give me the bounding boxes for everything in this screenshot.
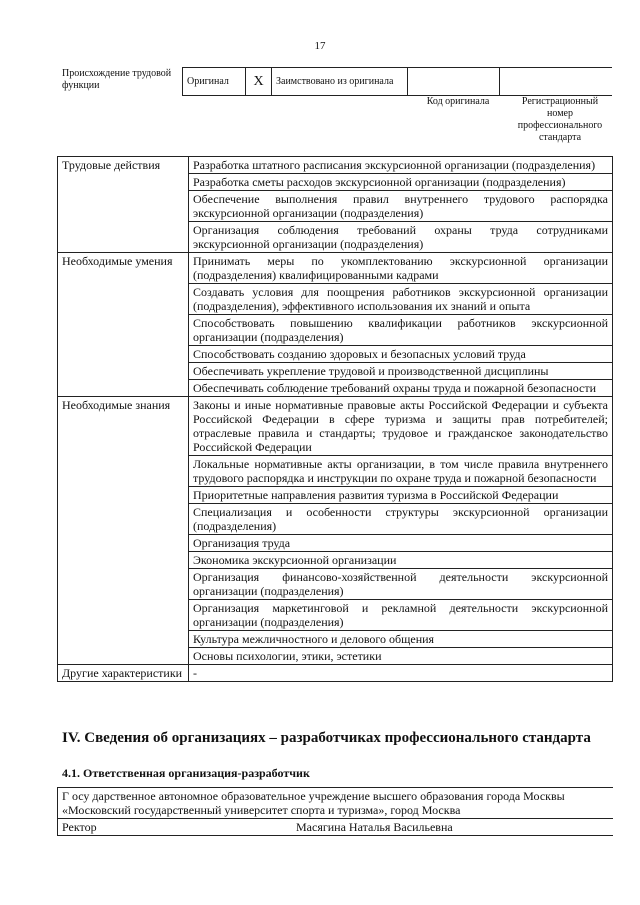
origin-borrowed: Заимствовано из оригинала [272, 68, 408, 95]
required-skills-label: Необходимые умения [58, 253, 189, 397]
required-knowledge-item: Организация финансово-хозяйственной деятельности экскурсионной организации (подразделения) [189, 569, 613, 600]
page-number: 17 [314, 40, 326, 52]
required-skills-item: Принимать меры по укомплектованию экскурсионной организации (подразделения) квалифицированными кадрами [189, 253, 613, 284]
organization-table [57, 787, 613, 836]
origin-label: Происхождение трудовой функции [62, 68, 172, 91]
required-knowledge-row [58, 397, 613, 456]
required-knowledge-item: Организация маркетинговой и рекламной деятельности экскурсионной организации (подразделения) [189, 600, 613, 631]
required-knowledge-item: Культура межличностного и делового общения [189, 631, 613, 648]
required-knowledge-item: Приоритетные направления развития туризма в Российской Федерации [189, 487, 613, 504]
origin-reg-cell [500, 68, 612, 95]
required-knowledge-item: Экономика экскурсионной организации [189, 552, 613, 569]
required-knowledge-item: Специализация и особенности структуры экскурсионной организации (подразделения) [189, 504, 613, 535]
origin-box [182, 67, 612, 96]
required-knowledge-item: Организация труда [189, 535, 613, 552]
labor-actions-item: Разработка штатного расписания экскурсионной организации (подразделения) [189, 157, 613, 174]
director-name: Масягина Наталья Васильевна [186, 819, 613, 836]
section-heading: IV. Сведения об организациях – разработчиках профессионального стандарта [62, 730, 591, 746]
origin-code-cell [408, 68, 500, 95]
other-characteristics-row [58, 665, 613, 682]
required-skills-item: Способствовать созданию здоровых и безопасных условий труда [189, 346, 613, 363]
origin-original: Оригинал [182, 68, 246, 95]
required-skills-item: Обеспечивать соблюдение требований охраны труда и пожарной безопасности [189, 380, 613, 397]
required-knowledge-item: Локальные нормативные акты организации, в том числе правила внутреннего трудового распорядка и инструкции по охране труда и пожарной безопасности [189, 456, 613, 487]
required-skills-item: Обеспечивать укрепление трудовой и производственной дисциплины [189, 363, 613, 380]
origin-mark: X [246, 68, 272, 95]
required-skills-row [58, 253, 613, 284]
labor-actions-item: Организация соблюдения требований охраны труда сотрудниками экскурсионной организации (подразделения) [189, 222, 613, 253]
labor-actions-item: Обеспечение выполнения правил внутреннего трудового распорядка экскурсионной организации (подразделения) [189, 191, 613, 222]
required-knowledge-item: Основы психологии, этики, эстетики [189, 648, 613, 665]
required-skills-item: Способствовать повышению квалификации работников экскурсионной организации (подразделения) [189, 315, 613, 346]
labor-actions-label: Трудовые действия [58, 157, 189, 253]
required-knowledge-item: Законы и иные нормативные правовые акты Российской Федерации и субъекта Российской Федерации в сфере туризма и защиты прав потребителей; отраслевые правила и стандарты; трудовое и гражданское законодательство Российской Федерации [189, 397, 613, 456]
labor-actions-row [58, 157, 613, 174]
required-skills-item: Создавать условия для поощрения работников экскурсионной организации (подразделения), эффективного использования их знаний и опыта [189, 284, 613, 315]
other-characteristics-value: - [189, 665, 613, 682]
required-knowledge-label: Необходимые знания [58, 397, 189, 665]
code-original-label: Код оригинала [426, 96, 490, 107]
labor-actions-item: Разработка сметы расходов экскурсионной организации (подразделения) [189, 174, 613, 191]
registration-number-label: Регистрационный номер профессионального стандарта [517, 96, 603, 143]
director-role: Ректор [58, 819, 187, 836]
organization-name: Г осу дарственное автономное образовательное учреждение высшего образования города Москвы «Московский государственный университет спорта и туризма», город Москва [58, 788, 614, 819]
labor-function-table [57, 156, 613, 682]
other-characteristics-label: Другие характеристики [58, 665, 189, 682]
subsection-heading: 4.1. Ответственная организация-разработчик [62, 766, 310, 780]
